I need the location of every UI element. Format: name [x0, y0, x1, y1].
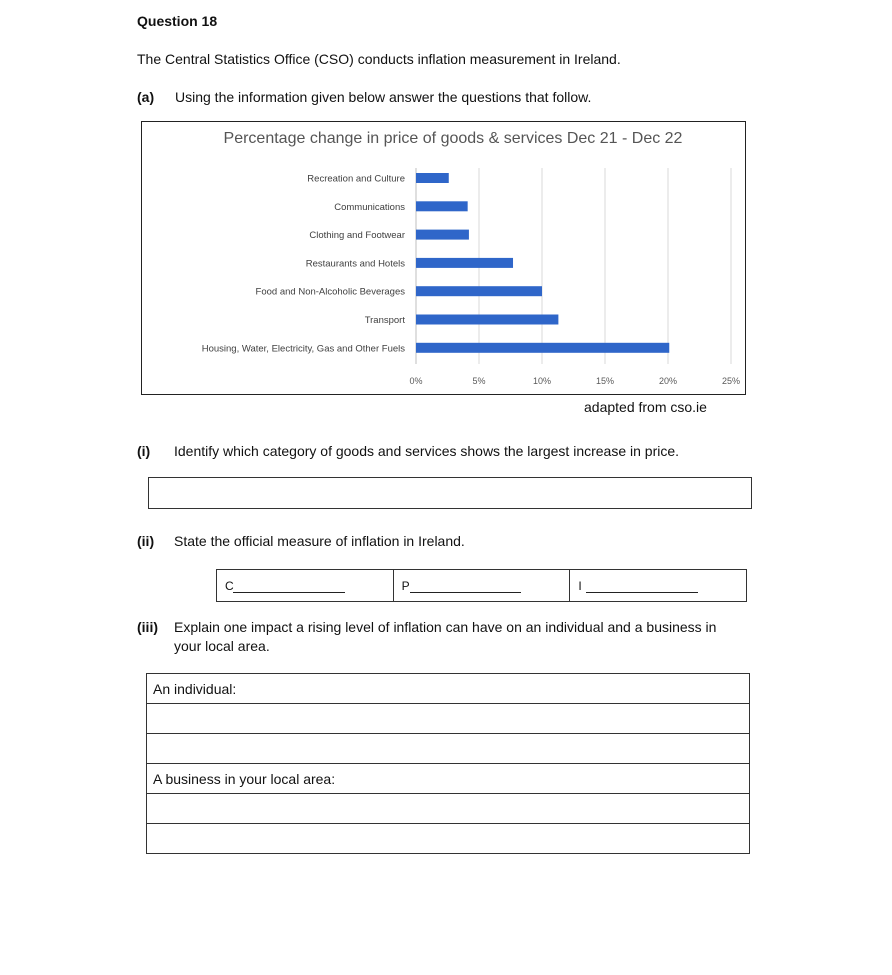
- bar: [416, 315, 558, 325]
- cpi-line-c: [233, 592, 345, 593]
- individual-answer-row[interactable]: [147, 704, 750, 734]
- cpi-line-i: [586, 592, 698, 593]
- x-tick-label: 20%: [658, 376, 678, 386]
- bar: [416, 230, 469, 240]
- chart-container: [141, 121, 746, 395]
- cpi-answer-row: [216, 569, 747, 602]
- business-label[interactable]: A business in your local area:: [147, 764, 750, 794]
- category-label: Recreation and Culture: [307, 173, 405, 185]
- part-a-text: Using the information given below answer the questions that follow.: [175, 89, 592, 105]
- bar: [416, 258, 513, 268]
- category-label: Transport: [364, 315, 405, 326]
- cpi-letter-c: C: [225, 579, 234, 593]
- part-iii-label: (iii): [137, 619, 158, 635]
- part-iii-text-line2: your local area.: [174, 638, 270, 654]
- bar: [416, 173, 449, 183]
- source-note: adapted from cso.ie: [584, 399, 707, 415]
- cpi-answer-cell-p[interactable]: [394, 570, 571, 601]
- part-a-label: (a): [137, 89, 155, 105]
- bar: [416, 343, 669, 353]
- bar: [416, 286, 542, 296]
- cpi-letter-i: I: [578, 579, 582, 593]
- x-tick-label: 5%: [472, 376, 486, 386]
- x-tick-label: 25%: [721, 376, 741, 386]
- part-iii-text-line1: Explain one impact a rising level of inflation can have on an individual and a business in: [174, 619, 717, 635]
- x-tick-label: 10%: [532, 376, 552, 386]
- individual-answer-row[interactable]: [147, 734, 750, 764]
- category-label: Food and Non-Alcoholic Beverages: [255, 286, 405, 298]
- part-i-answer-box[interactable]: [148, 477, 752, 509]
- cpi-answer-cell-c[interactable]: [217, 570, 394, 601]
- impact-answer-table: [146, 673, 750, 854]
- category-label: Clothing and Footwear: [309, 230, 405, 242]
- part-ii-label: (ii): [137, 533, 155, 549]
- category-label: Communications: [334, 201, 405, 213]
- bar-chart: [142, 122, 747, 396]
- business-answer-row[interactable]: [147, 794, 750, 824]
- x-tick-label: 15%: [595, 376, 615, 386]
- part-ii-text: State the official measure of inflation in Ireland.: [174, 533, 465, 549]
- category-label: Restaurants and Hotels: [305, 258, 405, 270]
- x-tick-label: 0%: [409, 376, 423, 386]
- business-answer-row[interactable]: [147, 824, 750, 854]
- bar: [416, 201, 468, 211]
- part-i-text: Identify which category of goods and services shows the largest increase in price.: [174, 443, 680, 459]
- part-i-label: (i): [137, 443, 151, 459]
- question-title: Question 18: [137, 13, 218, 29]
- cpi-letter-p: P: [401, 579, 410, 593]
- cpi-line-p: [410, 592, 522, 593]
- chart-title: Percentage change in price of goods & services Dec 21 - Dec 22: [223, 130, 683, 147]
- question-intro: The Central Statistics Office (CSO) conducts inflation measurement in Ireland.: [137, 51, 621, 67]
- category-label: Housing, Water, Electricity, Gas and Other Fuels: [201, 343, 405, 355]
- cpi-answer-cell-i[interactable]: [570, 570, 746, 601]
- individual-label[interactable]: An individual:: [147, 674, 750, 704]
